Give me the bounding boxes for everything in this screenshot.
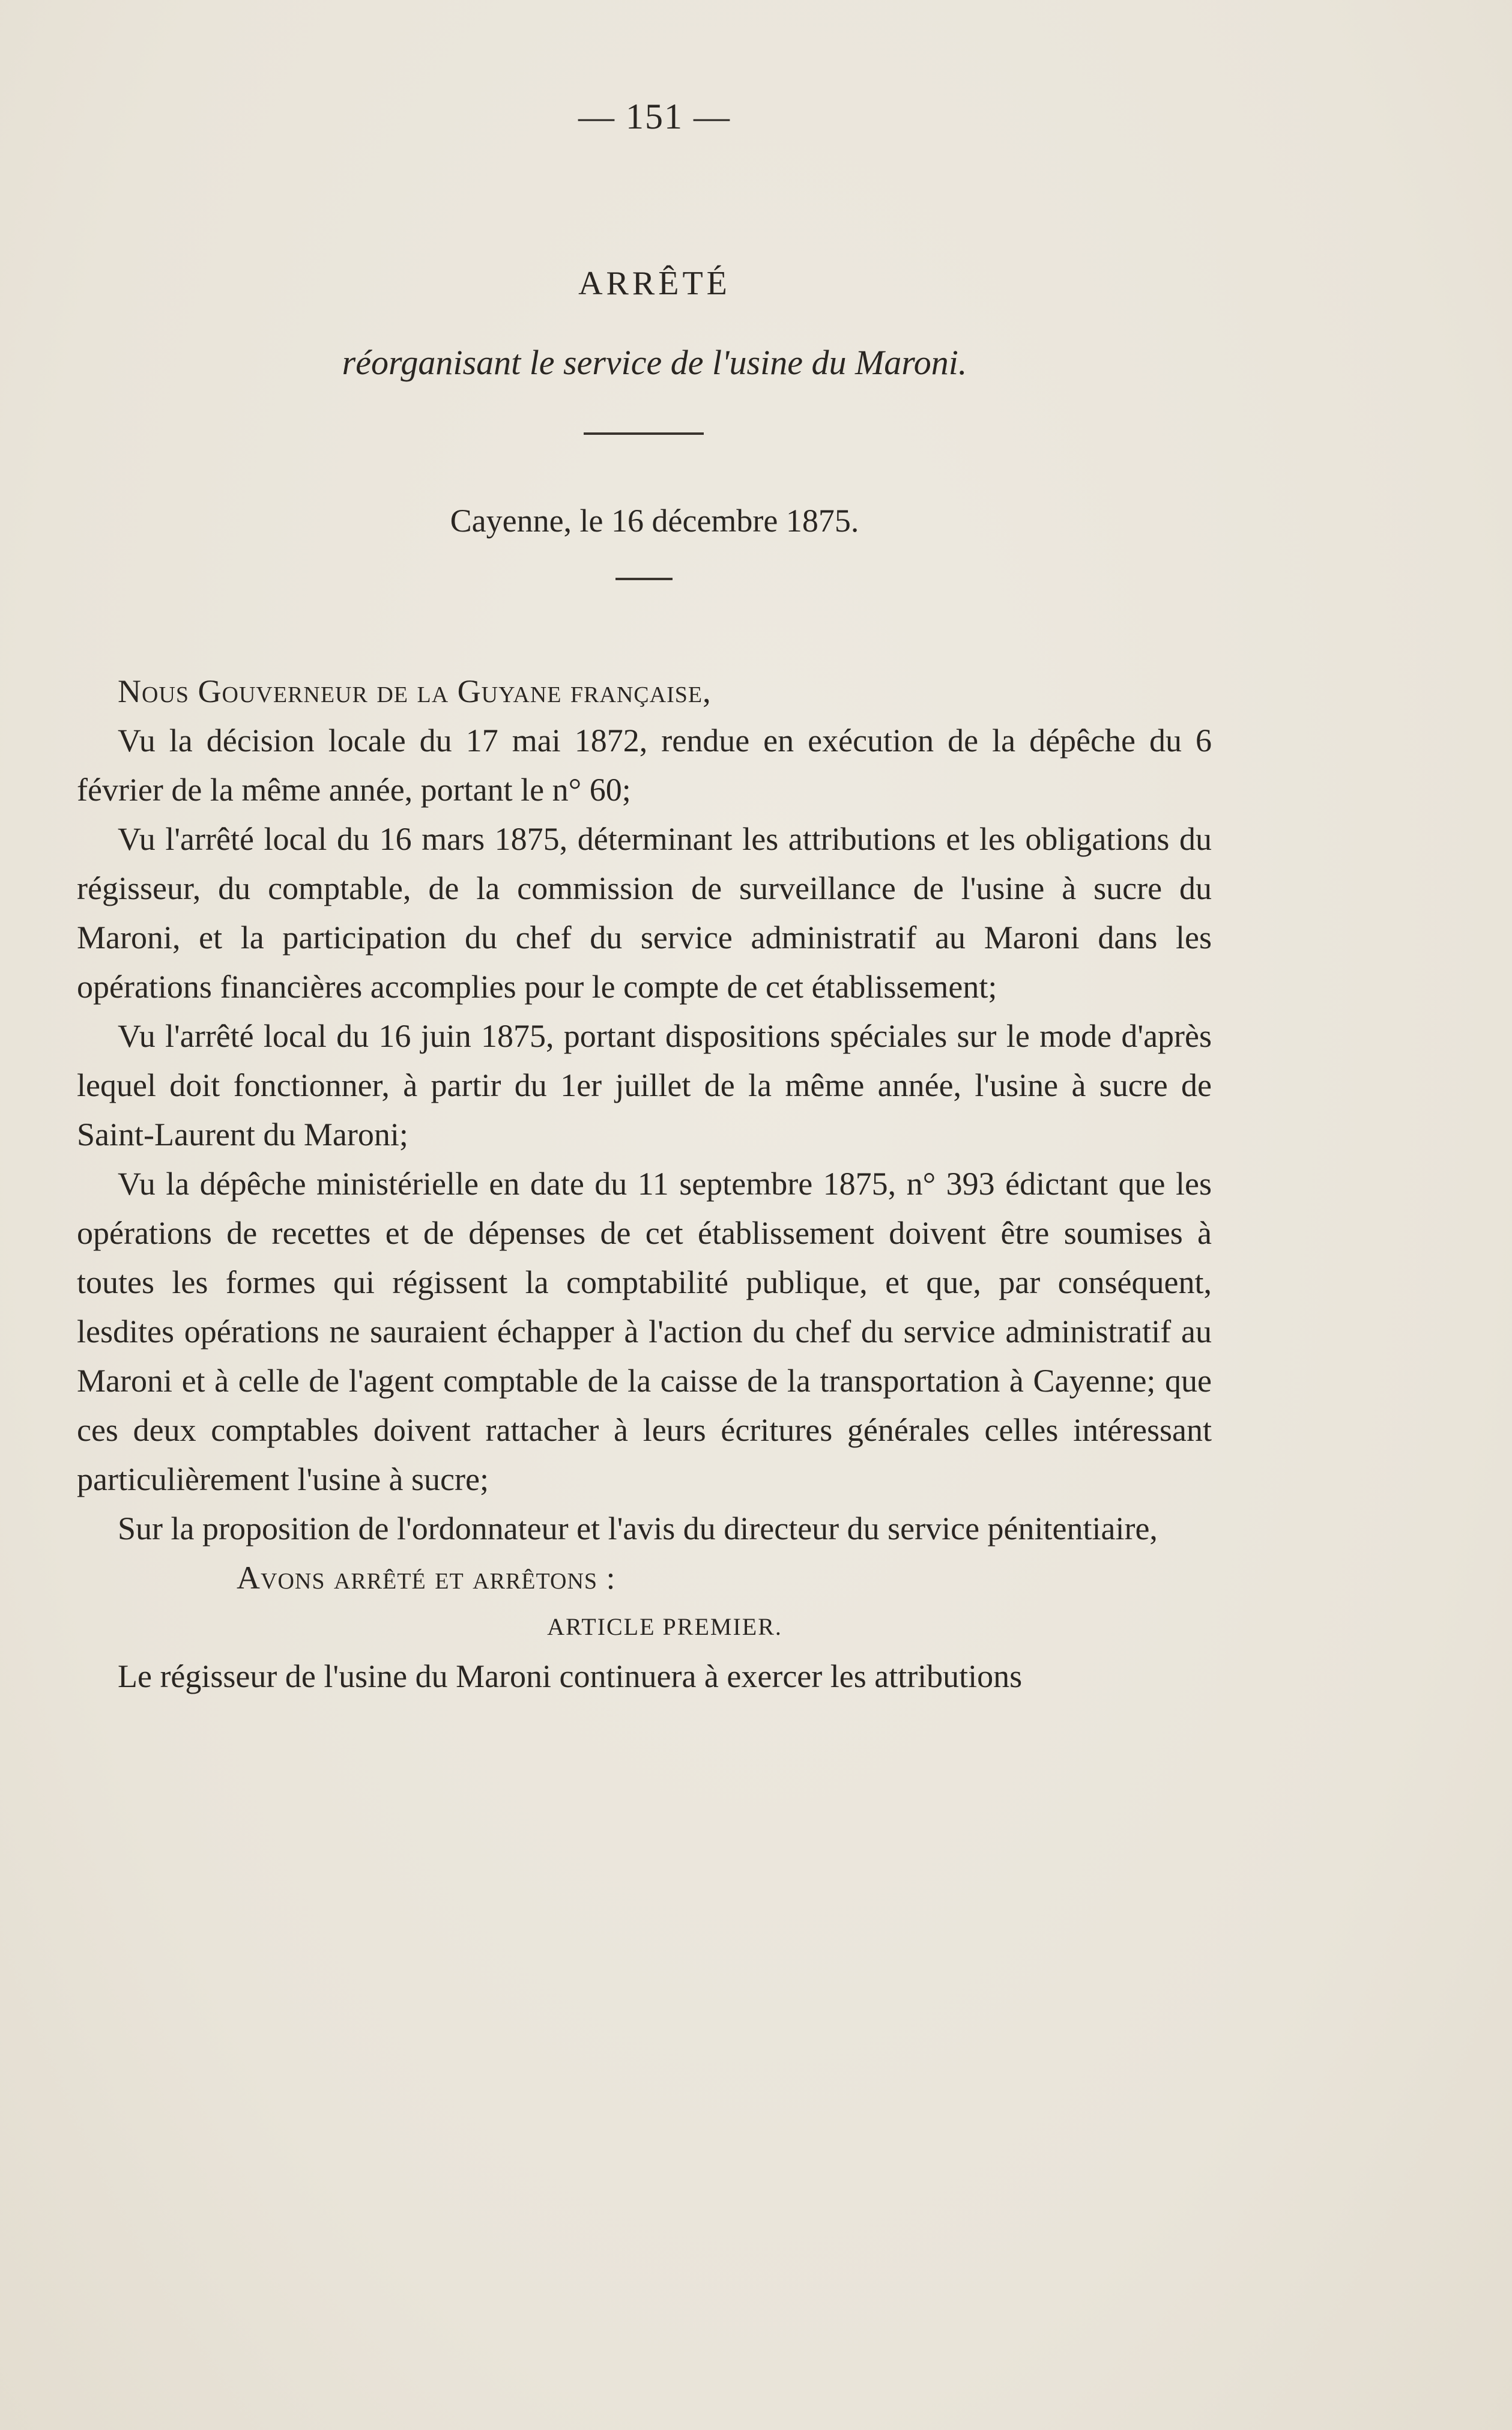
recital-paragraph: Vu l'arrêté local du 16 mars 1875, déterminant les attributions et les obligations du régisseur, du comptable, de la commission de surveillance de l'usine à sucre du Maroni, et la participation du chef du service administratif au Maroni dans les opérations financières accomplies pour le compte de cet établissement; — [77, 821, 1212, 1005]
article-heading: ARTICLE PREMIER. — [547, 1613, 782, 1640]
page-subtitle: réorganisant le service de l'usine du Maroni. — [342, 343, 967, 382]
decree-formula: Avons arrêté et arrêtons : — [237, 1560, 616, 1596]
recital-paragraph: Sur la proposition de l'ordonnateur et l'avis du directeur du service pénitentiaire, — [118, 1510, 1158, 1547]
recital-paragraph: Vu l'arrêté local du 16 juin 1875, portant dispositions spéciales sur le mode d'après lequel doit fonctionner, à partir du 1er juillet de la même année, l'usine à sucre de Saint-Laurent du Maroni; — [77, 1018, 1212, 1153]
page-number: — 151 — — [578, 97, 731, 136]
addressee: Nous Gouverneur de la Guyane française, — [118, 673, 712, 709]
recital-paragraph: Vu la décision locale du 17 mai 1872, rendue en exécution de la dépêche du 6 février de la même année, portant le n° 60; — [77, 723, 1212, 808]
article-text: Le régisseur de l'usine du Maroni continuera à exercer les attributions — [118, 1658, 1023, 1694]
divider-rule — [584, 432, 704, 435]
divider-rule-short — [615, 578, 673, 580]
body-text — [77, 667, 1212, 1701]
dateline: Cayenne, le 16 décembre 1875. — [450, 503, 859, 539]
recital-paragraph: Vu la dépêche ministérielle en date du 11 septembre 1875, n° 393 édictant que les opérations de recettes et de dépenses de cet établissement doivent être soumises à toutes les formes qui régissent la comptabilité publique, et que, par conséquent, lesdites opérations ne sauraient échapper à l'action du chef du service administratif au Maroni et à celle de l'agent comptable de la caisse de la transportation à Cayenne; que ces deux comptables doivent rattacher à leurs écritures générales celles intéressant particulièrement l'usine à sucre; — [77, 1166, 1212, 1497]
page-title: ARRÊTÉ — [578, 265, 731, 302]
